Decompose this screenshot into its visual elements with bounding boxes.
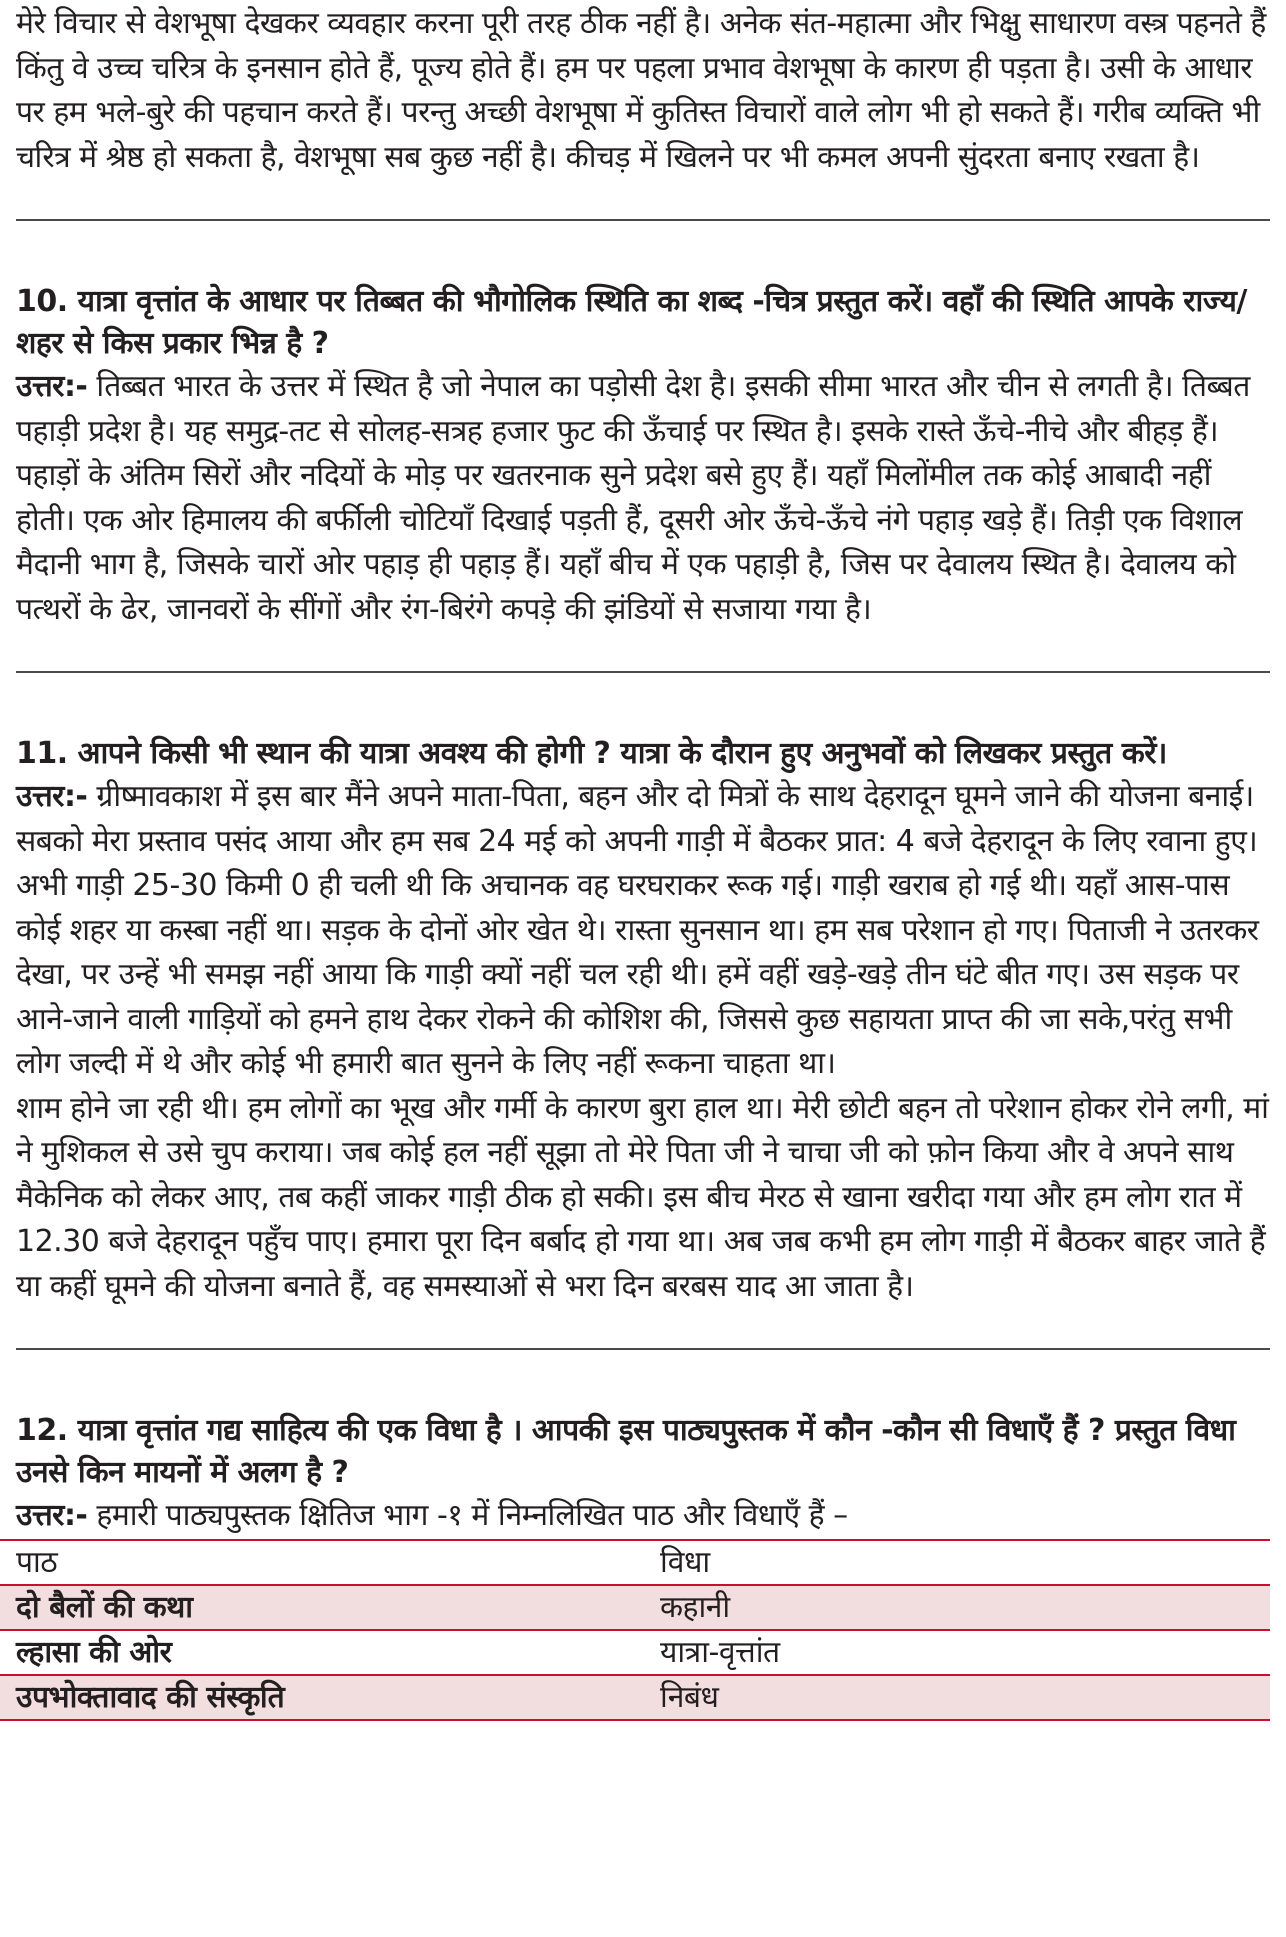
table-header-cell: विधा (632, 1540, 1270, 1585)
question-11-section (16, 733, 1270, 1309)
table-header-row (0, 1540, 1270, 1585)
table-row (0, 1675, 1270, 1720)
table-row (0, 1630, 1270, 1675)
answer-label: उत्तर:- (16, 369, 88, 404)
lessons-genre-table (0, 1539, 1270, 1721)
question-10-section (16, 281, 1270, 632)
answer-label: उत्तर:- (16, 779, 88, 814)
answer-12-text: हमारी पाठ्यपुस्तक क्षितिज भाग -१ में निम्नलिखित पाठ और विधाएँ हैं – (87, 1498, 848, 1533)
answer-11-continued: शाम होने जा रही थी। हम लोगों का भूख और गर्मी के कारण बुरा हाल था। मेरी छोटी बहन तो परेशान होकर रोने लगी, मां ने मुशिकल से उसे चुप कराया। जब कोई हल नहीं सूझा तो मेरे पिता जी ने चाचा जी को फ़ोन किया और वे अपने साथ मैकेनिक को लेकर आए, तब कहीं जाकर गाड़ी ठीक हो सकी। इस बीच मेरठ से खाना खरीदा गया और हम लोग रात में 12.30 बजे देहरादून पहुँच पाए। हमारा पूरा दिन बर्बाद हो गया था। अब जब कभी हम लोग गाड़ी में बैठकर बाहर जाते हैं या कहीं घूमने की योजना बनाते हैं, वह समस्याओं से भरा दिन बरबस याद आ जाता है। (16, 1090, 1269, 1304)
answer-12 (16, 1494, 1270, 1539)
answer-11-text: ग्रीष्मावकाश में इस बार मैंने अपने माता-पिता, बहन और दो मित्रों के साथ देहरादून घूमने जाने की योजना बनाई। सबको मेरा प्रस्ताव पसंद आया और हम सब 24 मई को अपनी गाड़ी में बैठकर प्रात: 4 बजे देहरादून के लिए रवाना हुए। अभी गाड़ी 25-30 किमी 0 ही चली थी कि अचानक वह घरघराकर रूक गई। गाड़ी खराब हो गई थी। यहाँ आस-पास कोई शहर या कस्बा नहीं था। सड़क के दोनों ओर खेत थे। रास्ता सुनसान था। हम सब परेशान हो गए। पिताजी ने उतरकर देखा, पर उन्हें भी समझ नहीं आया कि गाड़ी क्यों नहीं चल रही थी। हमें वहीं खड़े-खड़े तीन घंटे बीत गए। उस सड़क पर आने-जाने वाली गाड़ियों को हमने हाथ देकर रोकने की कोशिश की, जिससे कुछ सहायता प्राप्त की जा सके,परंतु सभी लोग जल्दी में थे और कोई भी हमारी बात सुनने के लिए नहीं रूकना चाहता था। (16, 779, 1259, 1081)
answer-10-text: तिब्बत भारत के उत्तर में स्थित है जो नेपाल का पड़ोसी देश है। इसकी सीमा भारत और चीन से लगती है। तिब्बत पहाड़ी प्रदेश है। यह समुद्र-तट से सोलह-सत्रह हजार फुट की ऊँचाई पर स्थित है। इसके रास्ते ऊँचे-नीचे और बीहड़ हैं। पहाड़ों के अंतिम सिरों और नदियों के मोड़ पर खतरनाक सुने प्रदेश बसे हुए हैं। यहाँ मिलोंमील तक कोई आबादी नहीं होती। एक ओर हिमालय की बर्फीली चोटियाँ दिखाई पड़ती हैं, दूसरी ओर ऊँचे-ऊँचे नंगे पहाड़ खड़े हैं। तिड़ी एक विशाल मैदानी भाग है, जिसके चारों ओर पहाड़ ही पहाड़ हैं। यहाँ बीच में एक पहाड़ी है, जिस पर देवालय स्थित है। देवालय को पत्थरों के ढेर, जानवरों के सींगों और रंग-बिरंगे कपड़े की झंडियों से सजाया गया है। (16, 369, 1250, 627)
question-10-text: 10. यात्रा वृत्तांत के आधार पर तिब्बत की भौगोलिक स्थिति का शब्द -चित्र प्रस्तुत करें। वहाँ की स्थिति आपके राज्य/शहर से किस प्रकार भिन्न है ? (16, 284, 1247, 361)
answer-label: उत्तर:- (16, 1498, 88, 1533)
table-row (0, 1585, 1270, 1630)
table-cell-lesson: उपभोक्तावाद की संस्कृति (0, 1675, 632, 1720)
answer-11 (16, 775, 1270, 1087)
table-cell-genre: यात्रा-वृत्तांत (632, 1630, 1270, 1675)
table-cell-lesson: दो बैलों की कथा (0, 1585, 632, 1630)
question-12-section (16, 1410, 1270, 1721)
table-cell-genre: निबंध (632, 1675, 1270, 1720)
question-12-text: 12. यात्रा वृत्तांत गद्य साहित्य की एक विधा है । आपकी इस पाठ्यपुस्तक में कौन -कौन सी विधाएँ हैं ? प्रस्तुत विधा उनसे किन मायनों में अलग है ? (16, 1413, 1236, 1490)
answer-10 (16, 365, 1270, 632)
table-cell-lesson: ल्हासा की ओर (0, 1630, 632, 1675)
table-cell-genre: कहानी (632, 1585, 1270, 1630)
table-header-cell: पाठ (0, 1540, 632, 1585)
intro-paragraph: मेरे विचार से वेशभूषा देखकर व्यवहार करना पूरी तरह ठीक नहीं है। अनेक संत-महात्मा और भिक्षु साधारण वस्त्र पहनते हैं किंतु वे उच्च चरित्र के इनसान होते हैं, पूज्य होते हैं। हम पर पहला प्रभाव वेशभूषा के कारण ही पड़ता है। उसी के आधार पर हम भले-बुरे की पहचान करते हैं। परन्तु अच्छी वेशभूषा में कुतिस्त विचारों वाले लोग भी हो सकते हैं। गरीब व्यक्ति भी चरित्र में श्रेष्ठ हो सकता है, वेशभूषा सब कुछ नहीं है। कीचड़ में खिलने पर भी कमल अपनी सुंदरता बनाए रखता है। (16, 6, 1266, 175)
question-11-text: 11. आपने किसी भी स्थान की यात्रा अवश्य की होगी ? यात्रा के दौरान हुए अनुभवों को लिखकर प्रस्तुत करें। (16, 736, 1167, 771)
